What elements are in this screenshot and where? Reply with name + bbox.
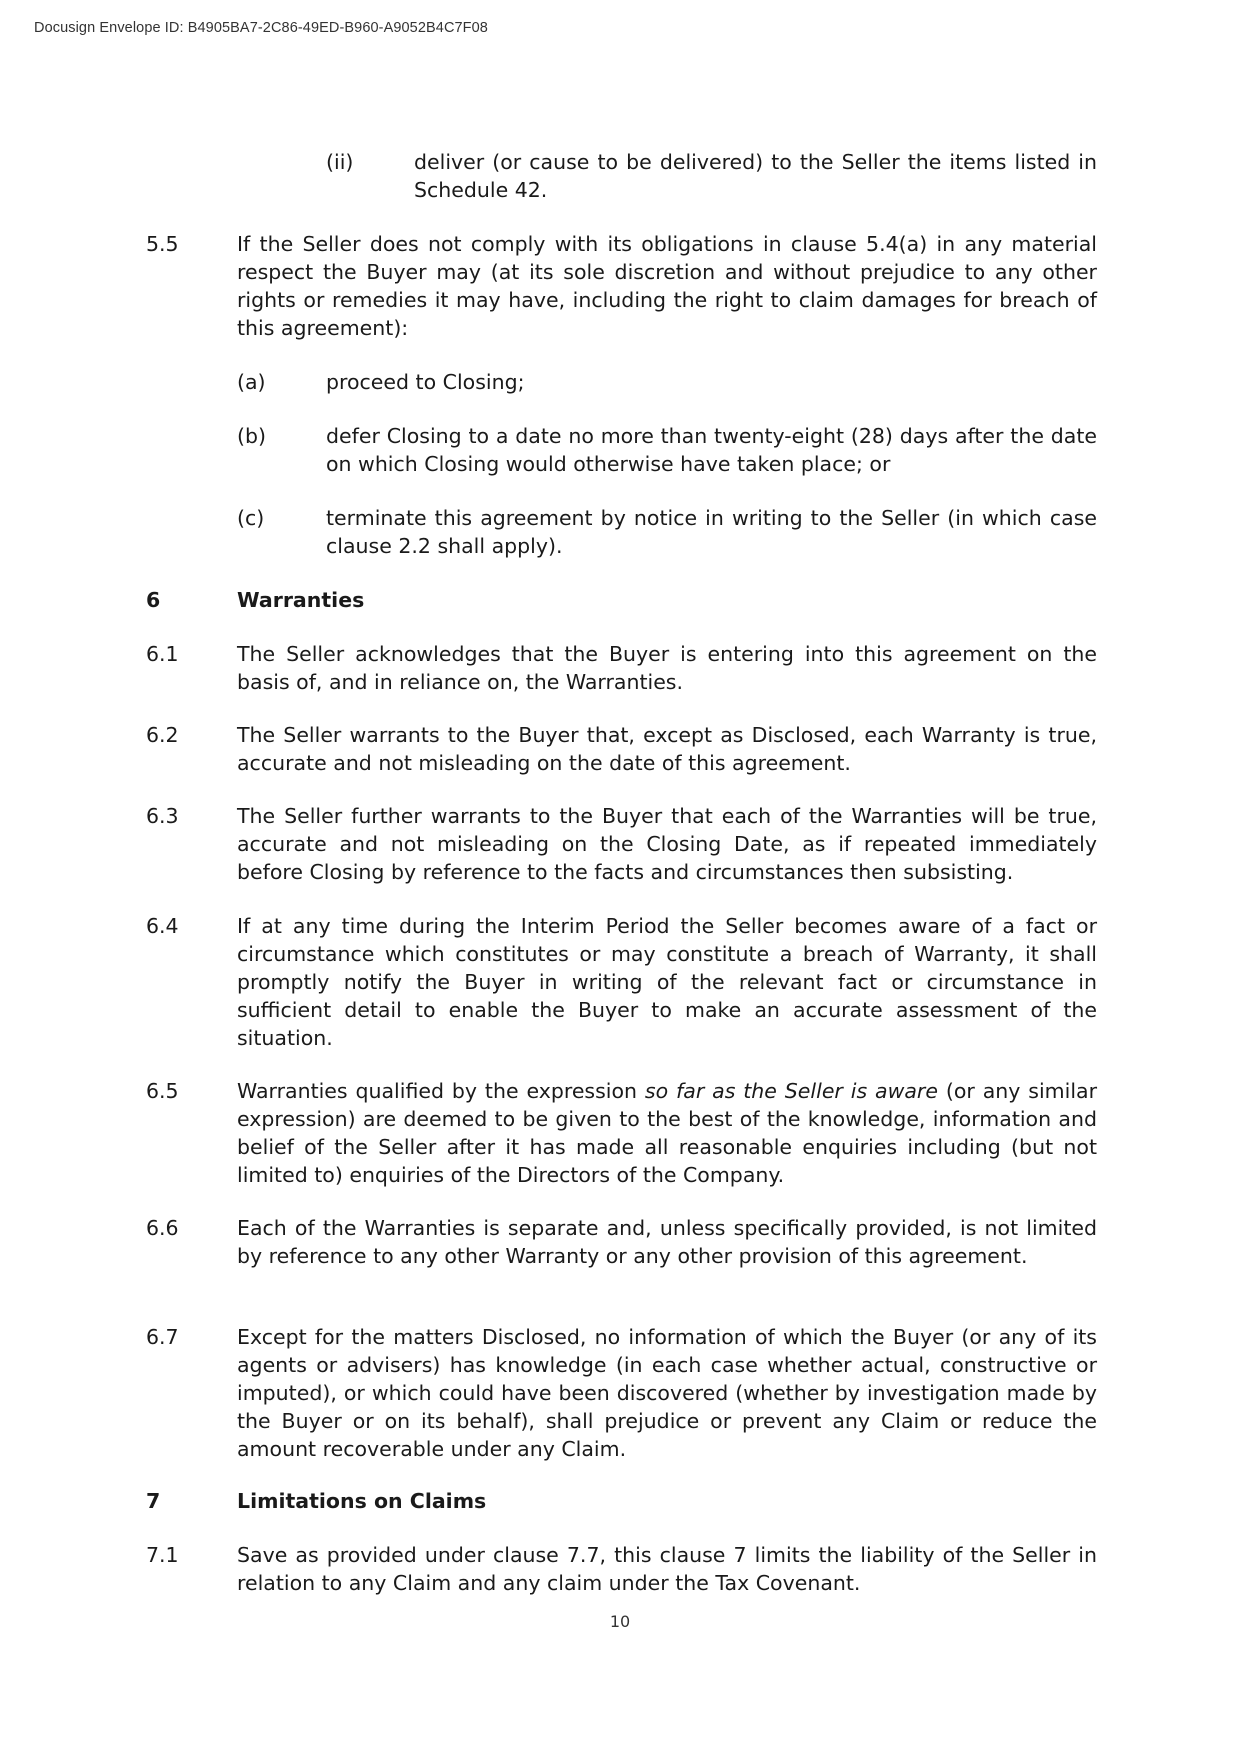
clause-5-5-number: 5.5 (146, 232, 179, 256)
page-number: 10 (609, 1612, 631, 1631)
clause-6-4-text: If at any time during the Interim Period the Seller becomes aware of a fact or circumstance which constitutes or may constitute a breach of Warranty, it shall promptly notify the Buyer in writing of the relevant fact or circumstance in sufficient detail to enable the Buyer to make an accurate assessment of the situation. (237, 914, 1097, 1050)
clause-6-6-number: 6.6 (146, 1216, 179, 1240)
clause-6-5-text (237, 1077, 1097, 1189)
clause-5-5-text: If the Seller does not comply with its obligations in clause 5.4(a) in any material respect the Buyer may (at its sole discretion and without prejudice to any other rights or remedies it may have, including the right to claim damages for breach of this agreement): (237, 232, 1097, 340)
clause-7-number: 7 (146, 1489, 161, 1513)
clause-5-5-b-number: (b) (237, 424, 267, 448)
clause-6-4-number: 6.4 (146, 914, 179, 938)
clause-6-heading: Warranties (237, 588, 365, 612)
clause-5-5-a-number: (a) (237, 370, 266, 394)
clause-5-4-ii-text: deliver (or cause to be delivered) to the Seller the items listed in Schedule 42. (414, 150, 1097, 202)
envelope-id: Docusign Envelope ID: B4905BA7-2C86-49ED-B960-A9052B4C7F08 (34, 20, 488, 36)
clause-6-1-number: 6.1 (146, 642, 179, 666)
clause-6-5-number: 6.5 (146, 1079, 179, 1103)
clause-6-5-text-start: Warranties qualified by the expression (237, 1079, 645, 1103)
clause-6-2-text: The Seller warrants to the Buyer that, except as Disclosed, each Warranty is true, accurate and not misleading on the date of this agreement. (237, 723, 1097, 775)
clause-6-3-number: 6.3 (146, 804, 179, 828)
clause-5-5-b-text: defer Closing to a date no more than twenty-eight (28) days after the date on which Closing would otherwise have taken place; or (326, 424, 1097, 476)
clause-7-1-text: Save as provided under clause 7.7, this clause 7 limits the liability of the Seller in relation to any Claim and any claim under the Tax Covenant. (237, 1543, 1097, 1595)
clause-6-3-text: The Seller further warrants to the Buyer that each of the Warranties will be true, accurate and not misleading on the Closing Date, as if repeated immediately before Closing by reference to the facts and circumstances then subsisting. (237, 804, 1097, 884)
clause-7-1-number: 7.1 (146, 1543, 179, 1567)
clause-6-6-text: Each of the Warranties is separate and, unless specifically provided, is not limited by reference to any other Warranty or any other provision of this agreement. (237, 1216, 1097, 1268)
clause-5-5-c-number: (c) (237, 506, 265, 530)
clause-6-7-text: Except for the matters Disclosed, no information of which the Buyer (or any of its agents or advisers) has knowledge (in each case whether actual, constructive or imputed), or which could have been discovered (whether by investigation made by the Buyer or on its behalf), shall prejudice or prevent any Claim or reduce the amount recoverable under any Claim. (237, 1325, 1097, 1461)
clause-6-2-number: 6.2 (146, 723, 179, 747)
clause-6-5-text-italic: so far as the Seller is aware (644, 1079, 938, 1103)
clause-6-1-text: The Seller acknowledges that the Buyer is entering into this agreement on the basis of, and in reliance on, the Warranties. (237, 642, 1097, 694)
clause-6-5-text-end: (or any similar expression) are deemed to be given to the best of the knowledge, information and belief of the Seller after it has made all reasonable enquiries including (but not limited to) enquiries of the Directors of the Company. (237, 1079, 1098, 1187)
clause-5-5-a-text: proceed to Closing; (326, 370, 525, 394)
clause-5-5-c-text: terminate this agreement by notice in writing to the Seller (in which case clause 2.2 shall apply). (326, 506, 1097, 558)
clause-7-heading: Limitations on Claims (237, 1489, 487, 1513)
clause-6-7-number: 6.7 (146, 1325, 179, 1349)
clause-6-number: 6 (146, 588, 161, 612)
clause-5-4-ii-number: (ii) (326, 150, 354, 174)
